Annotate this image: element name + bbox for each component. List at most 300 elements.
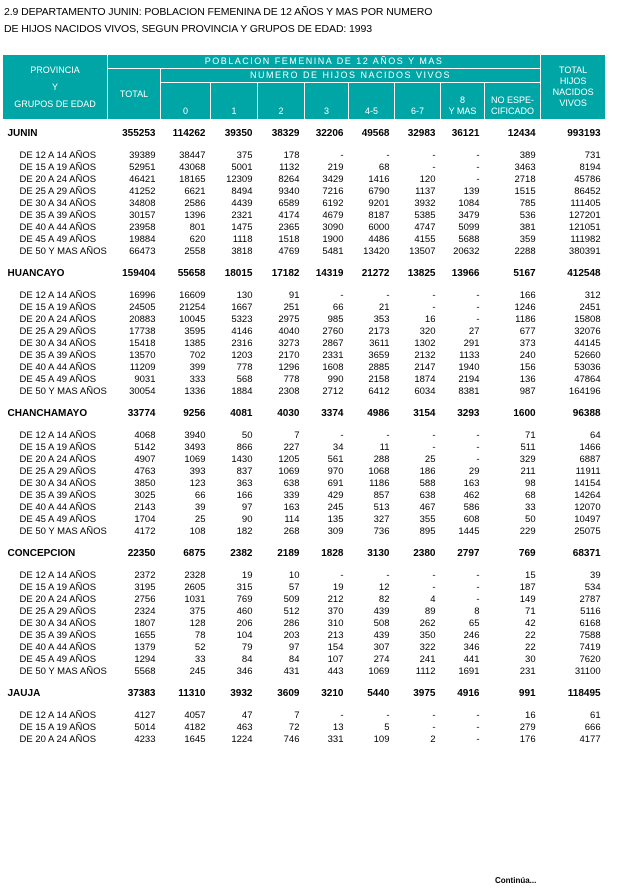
value-cell: 166 [236, 490, 253, 501]
value-cell: 2372 [134, 570, 156, 581]
value-cell: 50 [241, 430, 253, 441]
value-cell: 333 [189, 374, 206, 385]
value-cell: 6168 [579, 618, 601, 629]
value-cell: 4763 [134, 466, 156, 477]
value-cell: 66 [332, 302, 344, 313]
value-cell: 1704 [134, 514, 156, 525]
value-cell: 5099 [458, 222, 480, 233]
value-cell: 130 [236, 290, 253, 301]
value-cell: 1186 [515, 314, 536, 325]
value-cell: 23958 [129, 222, 156, 233]
value-cell: 64 [590, 430, 601, 441]
spacer-row [3, 421, 606, 430]
value-cell: 120 [419, 174, 436, 185]
value-cell: 837 [236, 466, 253, 477]
value-cell: 11 [379, 442, 390, 453]
value-cell: 9031 [134, 374, 156, 385]
value-cell: 1385 [184, 338, 206, 349]
value-cell: 20632 [453, 246, 480, 257]
value-cell: 127201 [568, 210, 601, 221]
spacer-row [3, 538, 606, 547]
value-cell: 3932 [414, 198, 436, 209]
value-cell: 111982 [570, 234, 601, 245]
header-subgroup: NUMERO DE HIJOS NACIDOS VIVOS [161, 69, 541, 83]
value-cell: 6589 [278, 198, 300, 209]
value-cell: 6192 [322, 198, 344, 209]
age-group-label: DE 40 A 44 AÑOS [19, 642, 97, 653]
value-cell: 4174 [278, 210, 300, 221]
value-cell: 1884 [231, 386, 253, 397]
value-cell: 3479 [458, 210, 480, 221]
value-cell: - [476, 442, 480, 453]
value-cell: 1445 [458, 526, 480, 537]
value-cell: 10 [288, 570, 300, 581]
value-cell: 985 [327, 314, 344, 325]
value-cell: 18165 [179, 174, 206, 185]
value-cell: 104 [236, 630, 253, 641]
value-cell: 38447 [179, 150, 206, 161]
value-cell: 381 [519, 222, 536, 233]
age-group-label: DE 30 A 34 AÑOS [19, 198, 97, 209]
value-cell: 389 [519, 150, 536, 161]
value-cell: 176 [519, 734, 536, 745]
table-row [3, 290, 606, 302]
age-group-label: DE 35 A 39 AÑOS [19, 210, 97, 221]
value-cell: 586 [463, 502, 480, 513]
value-cell: 801 [189, 222, 206, 233]
province-name: CHANCHAMAYO [7, 408, 88, 419]
value-cell: 30 [525, 654, 536, 665]
value-cell: 11310 [178, 688, 206, 699]
value-cell: 178 [283, 150, 300, 161]
value-cell: - [386, 570, 390, 581]
value-cell: 460 [236, 606, 253, 617]
value-cell: 43068 [179, 162, 206, 173]
value-cell: 212 [327, 594, 344, 605]
value-cell: 1294 [134, 654, 156, 665]
value-cell: 309 [327, 526, 344, 537]
value-cell: 291 [463, 338, 480, 349]
value-cell: 3659 [368, 350, 390, 361]
value-cell: 1518 [278, 234, 300, 245]
value-cell: 355253 [122, 128, 156, 139]
header-total-children: TOTAL HIJOS NACIDOS VIVOS [541, 55, 606, 120]
spacer-row [3, 678, 606, 687]
value-cell: 3850 [134, 478, 156, 489]
value-cell: 159404 [122, 268, 156, 279]
value-cell: - [476, 162, 480, 173]
value-cell: 1069 [184, 454, 206, 465]
value-cell: 508 [373, 618, 390, 629]
age-group-label: DE 50 Y MAS AÑOS [19, 666, 107, 677]
value-cell: 10045 [179, 314, 206, 325]
header-col-2: 2 [258, 83, 305, 120]
province-row [3, 407, 606, 421]
value-cell: 17182 [271, 268, 300, 279]
value-cell: - [476, 174, 480, 185]
value-cell: 31100 [574, 666, 601, 677]
table-row [3, 526, 606, 538]
value-cell: 245 [189, 666, 206, 677]
age-group-label: DE 15 A 19 AÑOS [19, 582, 97, 593]
province-name: JUNIN [7, 128, 38, 139]
value-cell: 186 [419, 466, 436, 477]
table-row [3, 186, 606, 198]
value-cell: 439 [373, 606, 390, 617]
value-cell: 1224 [231, 734, 253, 745]
value-cell: 32076 [574, 326, 601, 337]
value-cell: 320 [419, 326, 436, 337]
value-cell: 731 [584, 150, 601, 161]
value-cell: 1068 [368, 466, 390, 477]
value-cell: 97 [241, 502, 253, 513]
value-cell: 346 [236, 666, 253, 677]
value-cell: 262 [419, 618, 436, 629]
spacer-row [3, 281, 606, 290]
age-group-label: DE 30 A 34 AÑOS [19, 338, 97, 349]
table-row [3, 582, 606, 594]
value-cell: 16609 [179, 290, 206, 301]
table-row [3, 246, 606, 258]
value-cell: 970 [327, 466, 344, 477]
value-cell: 34 [332, 442, 344, 453]
header-total: TOTAL [108, 69, 161, 120]
value-cell: 21254 [179, 302, 206, 313]
value-cell: 213 [327, 630, 344, 641]
value-cell: 1132 [279, 162, 300, 173]
value-cell: 13966 [451, 268, 480, 279]
value-cell: - [476, 290, 480, 301]
value-cell: 4769 [278, 246, 300, 257]
value-cell: 6875 [183, 548, 206, 559]
age-group-label: DE 20 A 24 AÑOS [19, 734, 97, 745]
value-cell: 16996 [129, 290, 156, 301]
table-header [3, 55, 606, 120]
value-cell: 399 [189, 362, 206, 373]
value-cell: 5 [384, 722, 390, 733]
table-row [3, 222, 606, 234]
value-cell: 7 [294, 710, 300, 721]
value-cell: 164196 [568, 386, 601, 397]
value-cell: 327 [373, 514, 390, 525]
value-cell: 4172 [134, 526, 156, 537]
value-cell: 4233 [134, 734, 156, 745]
value-cell: 4177 [579, 734, 601, 745]
value-cell: 108 [189, 526, 206, 537]
value-cell: 66 [194, 490, 206, 501]
value-cell: 163 [463, 478, 480, 489]
table-row [3, 734, 606, 746]
table-row [3, 478, 606, 490]
value-cell: 156 [519, 362, 536, 373]
spacer-row [3, 561, 606, 570]
value-cell: 33 [525, 502, 536, 513]
age-group-label: DE 30 A 34 AÑOS [19, 618, 97, 629]
value-cell: 512 [283, 606, 300, 617]
value-cell: - [432, 722, 436, 733]
table-row [3, 314, 606, 326]
value-cell: 1466 [579, 442, 601, 453]
value-cell: 638 [283, 478, 300, 489]
value-cell: 2170 [278, 350, 300, 361]
table-row [3, 430, 606, 442]
value-cell: 22 [525, 642, 536, 653]
value-cell: 2975 [278, 314, 300, 325]
value-cell: 166 [519, 290, 536, 301]
value-cell: 990 [327, 374, 344, 385]
value-cell: 857 [373, 490, 390, 501]
value-cell: 3609 [277, 688, 300, 699]
value-cell: 8 [474, 606, 480, 617]
value-cell: 96388 [572, 408, 601, 419]
value-cell: 19 [332, 582, 344, 593]
value-cell: 3595 [184, 326, 206, 337]
value-cell: 12434 [507, 128, 536, 139]
age-group-label: DE 12 A 14 AÑOS [19, 710, 97, 721]
value-cell: 39389 [129, 150, 156, 161]
value-cell: 41252 [129, 186, 156, 197]
value-cell: 2451 [579, 302, 601, 313]
table-row [3, 618, 606, 630]
value-cell: 346 [463, 642, 480, 653]
value-cell: 25075 [574, 526, 601, 537]
value-cell: 1475 [231, 222, 253, 233]
value-cell: 19 [241, 570, 253, 581]
header-col-4-5: 4-5 [349, 83, 395, 120]
table-row [3, 606, 606, 618]
age-group-label: DE 15 A 19 AÑOS [19, 162, 97, 173]
value-cell: 5385 [414, 210, 436, 221]
value-cell: 34808 [129, 198, 156, 209]
age-group-label: DE 35 A 39 AÑOS [19, 490, 97, 501]
table-row [3, 666, 606, 678]
value-cell: 78 [194, 630, 206, 641]
value-cell: 2288 [514, 246, 536, 257]
table-row [3, 502, 606, 514]
value-cell: 895 [419, 526, 436, 537]
value-cell: - [340, 150, 344, 161]
value-cell: 3195 [134, 582, 156, 593]
value-cell: 16 [525, 710, 536, 721]
value-cell: 363 [236, 478, 253, 489]
value-cell: 322 [419, 642, 436, 653]
value-cell: 2558 [184, 246, 206, 257]
value-cell: 7419 [579, 642, 601, 653]
continued-note: Continúa... [495, 876, 537, 885]
value-cell: 462 [463, 490, 480, 501]
value-cell: 2797 [457, 548, 480, 559]
value-cell: 1246 [514, 302, 536, 313]
age-group-label: DE 20 A 24 AÑOS [19, 594, 97, 605]
value-cell: 4986 [367, 408, 390, 419]
table-row [3, 710, 606, 722]
value-cell: - [432, 302, 436, 313]
value-cell: 2760 [322, 326, 344, 337]
value-cell: 66473 [129, 246, 156, 257]
header-col-3: 3 [305, 83, 349, 120]
value-cell: 1296 [278, 362, 300, 373]
value-cell: 12070 [574, 502, 601, 513]
age-group-label: DE 25 A 29 AÑOS [19, 606, 97, 617]
value-cell: 21 [378, 302, 390, 313]
value-cell: 702 [189, 350, 206, 361]
value-cell: 8381 [458, 386, 480, 397]
value-cell: 1645 [184, 734, 206, 745]
age-group-label: DE 15 A 19 AÑOS [19, 722, 97, 733]
value-cell: 5014 [134, 722, 156, 733]
table-row [3, 234, 606, 246]
value-cell: 136 [519, 374, 536, 385]
province-name: JAUJA [7, 688, 41, 699]
value-cell: 227 [283, 442, 300, 453]
value-cell: 1940 [458, 362, 480, 373]
value-cell: 2382 [230, 548, 253, 559]
value-cell: 268 [283, 526, 300, 537]
value-cell: 1900 [322, 234, 344, 245]
value-cell: 412548 [567, 268, 601, 279]
value-cell: 536 [519, 210, 536, 221]
value-cell: 32206 [315, 128, 344, 139]
value-cell: 991 [518, 688, 536, 699]
value-cell: 61 [590, 710, 601, 721]
value-cell: 1031 [184, 594, 206, 605]
value-cell: - [476, 722, 480, 733]
value-cell: 39350 [224, 128, 253, 139]
value-cell: 5323 [231, 314, 253, 325]
value-cell: 288 [373, 454, 390, 465]
value-cell: 33774 [127, 408, 156, 419]
province-name: HUANCAYO [7, 268, 65, 279]
value-cell: 2132 [414, 350, 436, 361]
value-cell: 3463 [514, 162, 536, 173]
value-cell: 1302 [414, 338, 436, 349]
table-row [3, 630, 606, 642]
value-cell: 1203 [231, 350, 253, 361]
value-cell: 286 [283, 618, 300, 629]
value-cell: - [432, 430, 436, 441]
value-cell: 20883 [129, 314, 156, 325]
table-row [3, 442, 606, 454]
header-province-age: PROVINCIA Y GRUPOS DE EDAD [3, 55, 108, 120]
value-cell: 443 [327, 666, 344, 677]
value-cell: 22350 [127, 548, 156, 559]
value-cell: 370 [327, 606, 344, 617]
value-cell: - [476, 710, 480, 721]
value-cell: 393 [189, 466, 206, 477]
value-cell: 12 [378, 582, 390, 593]
age-group-label: DE 50 Y MAS AÑOS [19, 386, 107, 397]
value-cell: 82 [378, 594, 390, 605]
value-cell: 511 [520, 442, 536, 453]
value-cell: 219 [327, 162, 344, 173]
value-cell: 14154 [574, 478, 601, 489]
value-cell: 38329 [271, 128, 300, 139]
value-cell: 109 [373, 734, 390, 745]
value-cell: 3130 [367, 548, 390, 559]
value-cell: 9340 [278, 186, 300, 197]
value-cell: 11911 [575, 466, 601, 477]
value-cell: 3273 [278, 338, 300, 349]
value-cell: 1515 [514, 186, 536, 197]
value-cell: - [432, 710, 436, 721]
value-cell: 53036 [574, 362, 601, 373]
value-cell: 331 [327, 734, 344, 745]
value-cell: 187 [519, 582, 536, 593]
value-cell: 1069 [368, 666, 390, 677]
value-cell: 736 [373, 526, 390, 537]
value-cell: 42 [525, 618, 536, 629]
value-cell: 90 [241, 514, 253, 525]
value-cell: - [340, 290, 344, 301]
value-cell: 769 [236, 594, 253, 605]
value-cell: 13570 [129, 350, 156, 361]
value-cell: 4155 [414, 234, 436, 245]
value-cell: 8264 [278, 174, 300, 185]
value-cell: 13 [332, 722, 344, 733]
value-cell: 50 [525, 514, 536, 525]
value-cell: 7 [294, 430, 300, 441]
value-cell: 1112 [415, 666, 436, 677]
value-cell: 4057 [184, 710, 206, 721]
value-cell: 84 [288, 654, 300, 665]
page-title [4, 4, 432, 38]
value-cell: 2365 [278, 222, 300, 233]
value-cell: 2586 [184, 198, 206, 209]
value-cell: 7216 [322, 186, 344, 197]
value-cell: 39 [194, 502, 206, 513]
value-cell: 6790 [368, 186, 390, 197]
value-cell: 206 [236, 618, 253, 629]
age-group-label: DE 25 A 29 AÑOS [19, 326, 97, 337]
value-cell: 68 [378, 162, 390, 173]
value-cell: 98 [525, 478, 536, 489]
value-cell: - [476, 150, 480, 161]
value-cell: - [432, 290, 436, 301]
value-cell: 6034 [414, 386, 436, 397]
value-cell: 441 [463, 654, 480, 665]
value-cell: 3493 [184, 442, 206, 453]
value-cell: 2321 [231, 210, 253, 221]
value-cell: 22 [525, 630, 536, 641]
table-row [3, 570, 606, 582]
value-cell: 380391 [568, 246, 601, 257]
data-table [2, 54, 606, 746]
value-cell: - [476, 302, 480, 313]
value-cell: 375 [189, 606, 206, 617]
value-cell: 778 [283, 374, 300, 385]
table-row [3, 490, 606, 502]
value-cell: 12309 [226, 174, 253, 185]
spacer-row [3, 398, 606, 407]
value-cell: 111405 [570, 198, 601, 209]
value-cell: 691 [327, 478, 344, 489]
value-cell: 2316 [231, 338, 253, 349]
value-cell: 2756 [134, 594, 156, 605]
age-group-label: DE 50 Y MAS AÑOS [19, 526, 107, 537]
value-cell: - [476, 570, 480, 581]
value-cell: 467 [419, 502, 436, 513]
value-cell: 24505 [129, 302, 156, 313]
table-row [3, 374, 606, 386]
value-cell: - [386, 150, 390, 161]
value-cell: 3293 [457, 408, 480, 419]
value-cell: 4127 [134, 710, 156, 721]
value-cell: - [340, 710, 344, 721]
value-cell: 1186 [369, 478, 390, 489]
value-cell: 2324 [134, 606, 156, 617]
value-cell: 509 [283, 594, 300, 605]
value-cell: - [386, 290, 390, 301]
